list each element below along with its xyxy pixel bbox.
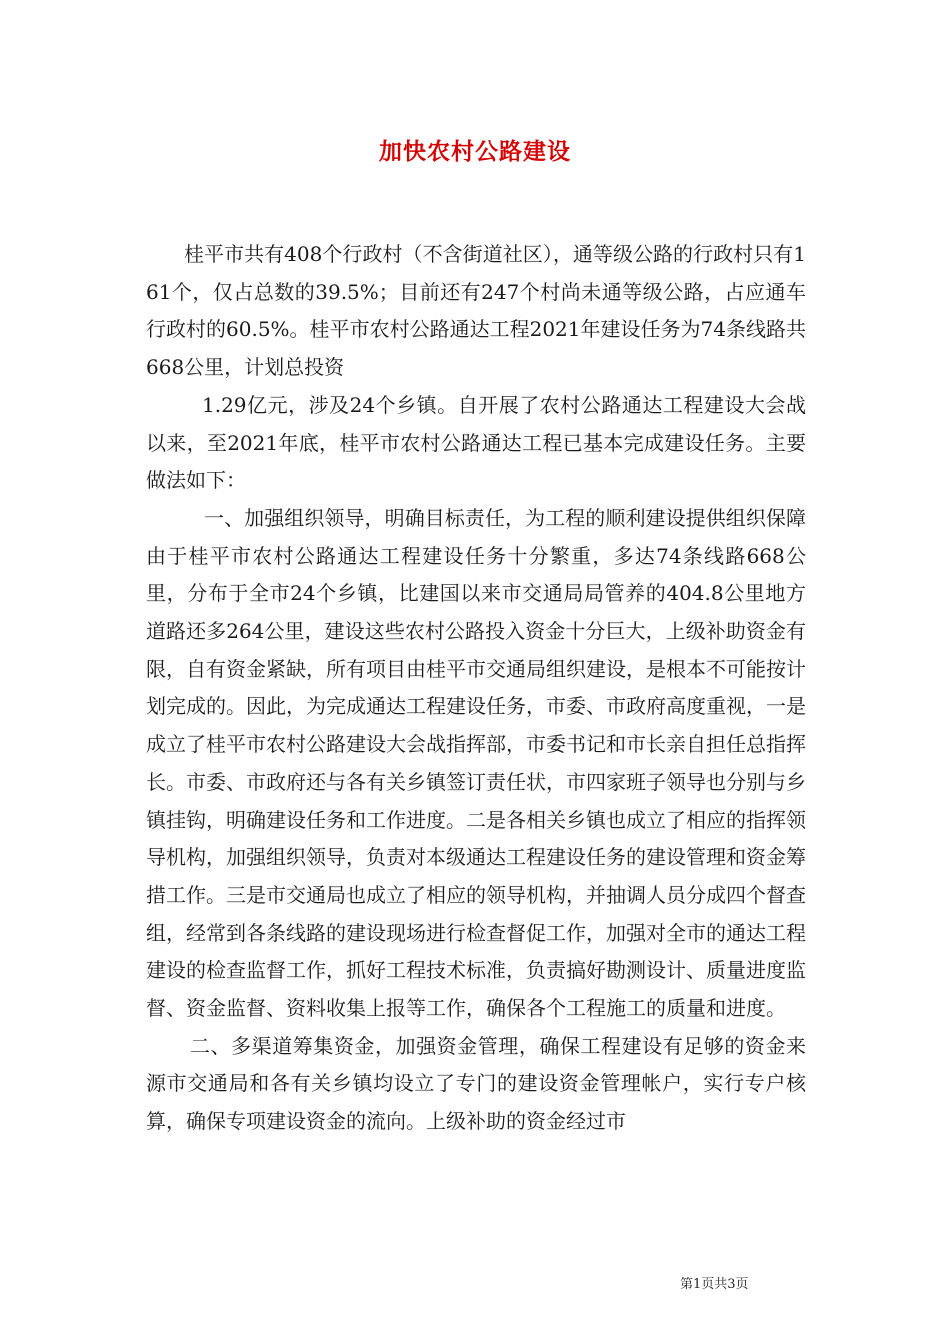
paragraph-continuation: 1.29亿元，涉及24个乡镇。自开展了农村公路通达工程建设大会战以来，至2021年底，桂平市农村公路通达工程已基本完成建设任务。主要做法如下： <box>146 392 806 493</box>
document-body <box>146 236 806 1141</box>
page-number-footer: 第1页共3页 <box>680 1277 749 1292</box>
paragraph-intro: 桂平市共有408个行政村（不含街道社区），通等级公路的行政村只有161个，仅占总数的39.5%；目前还有247个村尚未通等级公路，占应通车行政村的60.5%。桂平市农村公路通达工程2021年建设任务为74条线路共668公里，计划总投资 <box>146 242 806 380</box>
document-title: 加快农村公路建设 <box>379 138 571 165</box>
paragraph-section-two: 二、多渠道筹集资金，加强资金管理，确保工程建设有足够的资金来源市交通局和各有关乡镇均设立了专门的建设资金管理帐户，实行专户核算，确保专项建设资金的流向。上级补助的资金经过市 <box>146 1033 806 1134</box>
paragraph-section-one: 一、加强组织领导，明确目标责任，为工程的顺利建设提供组织保障由于桂平市农村公路通达工程建设任务十分繁重，多达74条线路668公里，分布于全市24个乡镇，比建国以来市交通局局管养的404.8公里地方道路还多264公里，建设这些农村公路投入资金十分巨大，上级补助资金有限，自有资金紧缺，所有项目由桂平市交通局组织建设，是根本不可能按计划完成的。因此，为完成通达工程建设任务，市委、市政府高度重视，一是成立了桂平市农村公路建设大会战指挥部，市委书记和市长亲自担任总指挥长。市委、市政府还与各有关乡镇签订责任状，市四家班子领导也分别与乡镇挂钩，明确建设任务和工作进度。二是各相关乡镇也成立了相应的指挥领导机构，加强组织领导，负责对本级通达工程建设任务的建设管理和资金筹措工作。三是市交通局也成立了相应的领导机构，并抽调人员分成四个督查组，经常到各条线路的建设现场进行检查督促工作，加强对全市的通达工程建设的检查监督工作，抓好工程技术标准，负责搞好勘测设计、质量进度监督、资金监督、资料收集上报等工作，确保各个工程施工的质量和进度。 <box>146 505 806 1021</box>
